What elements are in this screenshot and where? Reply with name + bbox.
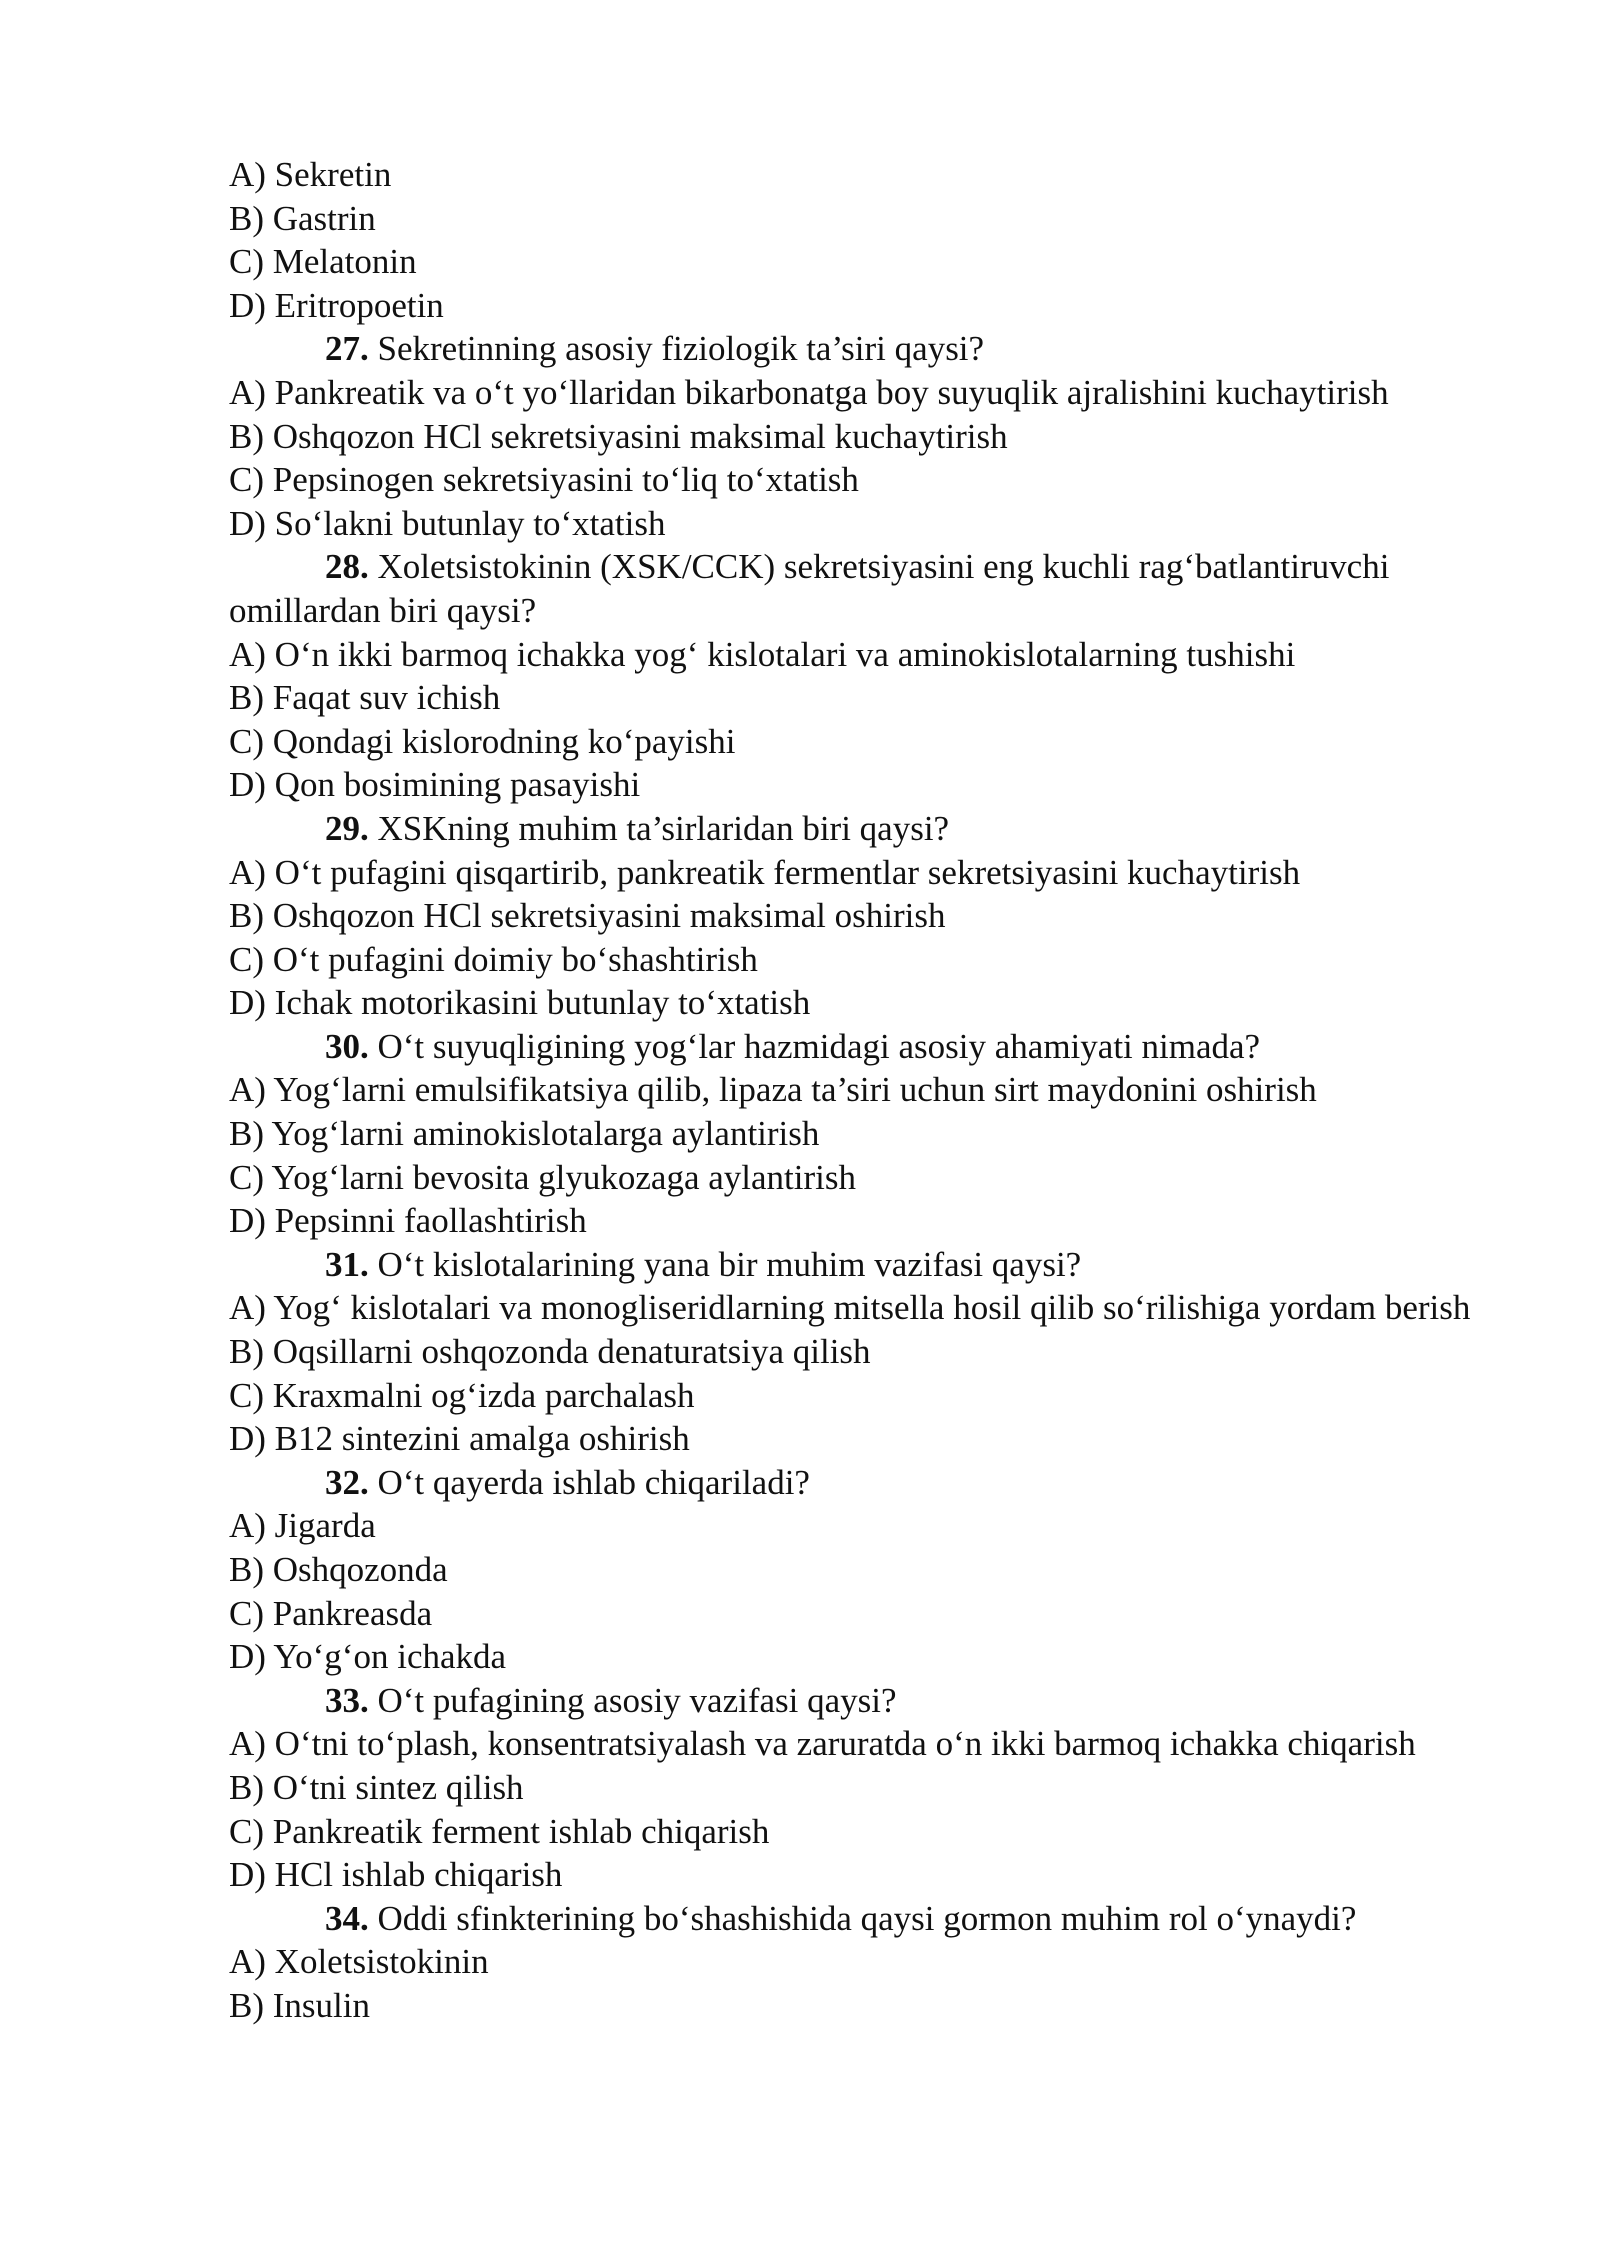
option-b: B) Oshqozon HCl sekretsiyasini maksimal kuchaytirish [229,416,1008,456]
option-b: B) Oshqozonda [229,1550,448,1589]
question-number: 34. [325,1898,369,1938]
question-30 [229,1025,1489,1243]
question-prompt: XSKning muhim ta’sirlaridan biri qaysi? [377,808,950,848]
document-body [229,153,1489,2028]
option-a: A) Xoletsistokinin [229,1942,489,1982]
option-b: B) Oshqozon HCl sekretsiyasini maksimal oshirish [229,896,946,936]
option-a: A) O‘tni to‘plash, konsentratsiyalash va zaruratda o‘n ikki barmoq ichakka chiqarish [229,1724,1416,1764]
question-text [229,1243,1489,1287]
option-c: C) Yog‘larni bevosita glyukozaga aylantirish [229,1157,856,1197]
leading-options [229,153,1489,327]
question-number: 32. [325,1462,369,1502]
option-d: D) Qon bosimining pasayishi [229,765,641,805]
question-32 [229,1461,1489,1679]
option-c: C) Qondagi kislorodning ko‘payishi [229,721,736,761]
question-text [229,327,1489,371]
option-c: C) O‘t pufagini doimiy bo‘shashtirish [229,939,758,979]
option-b: B) Faqat suv ichish [229,678,501,718]
question-text [229,1025,1489,1069]
question-prompt: Oddi sfinkterining bo‘shashishida qaysi gormon muhim rol o‘ynaydi? [377,1898,1357,1938]
option-a: A) Yog‘ kislotalari va monogliseridlarning mitsella hosil qilib so‘rilishiga yordam berish [229,1288,1471,1328]
option-b: B) Yog‘larni aminokislotalarga aylantirish [229,1114,820,1154]
question-prompt: Sekretinning asosiy fiziologik ta’siri qaysi? [377,329,985,369]
question-prompt: O‘t qayerda ishlab chiqariladi? [377,1462,810,1502]
option-b: B) O‘tni sintez qilish [229,1767,524,1807]
option-d: D) HCl ishlab chiqarish [229,1855,563,1895]
question-27 [229,327,1489,545]
question-29 [229,807,1489,1025]
question-text [229,1461,1489,1505]
question-number: 33. [325,1680,369,1720]
question-number: 27. [325,329,369,369]
option-a: A) O‘t pufagini qisqartirib, pankreatik fermentlar sekretsiyasini kuchaytirish [229,852,1301,892]
question-33 [229,1679,1489,1897]
option-c: C) Melatonin [229,242,417,282]
question-34 [229,1897,1489,2028]
option-c: C) Pankreasda [229,1593,433,1633]
question-prompt: O‘t suyuqligining yog‘lar hazmidagi asosiy ahamiyati nimada? [377,1026,1261,1066]
option-c: C) Pankreatik ferment ishlab chiqarish [229,1811,770,1851]
option-d: D) B12 sintezini amalga oshirish [229,1419,690,1459]
option-b: B) Gastrin [229,198,376,238]
option-d: D) So‘lakni butunlay to‘xtatish [229,503,666,543]
option-a: A) O‘n ikki barmoq ichakka yog‘ kislotalari va aminokislotalarning tushishi [229,634,1296,674]
question-text [229,1897,1489,1941]
option-d: D) Ichak motorikasini butunlay to‘xtatish [229,983,811,1023]
question-number: 28. [325,547,369,587]
question-31 [229,1243,1489,1461]
question-number: 31. [325,1244,369,1284]
option-a: A) Yog‘larni emulsifikatsiya qilib, lipaza ta’siri uchun sirt maydonini oshirish [229,1070,1317,1110]
option-a: A) Pankreatik va o‘t yo‘llaridan bikarbonatga boy suyuqlik ajralishini kuchaytirish [229,372,1389,412]
question-28 [229,545,1489,807]
question-number: 30. [325,1026,369,1066]
question-text [229,807,1489,851]
question-text [229,1679,1489,1723]
option-b: B) Insulin [229,1985,370,2025]
question-text [229,545,1489,632]
option-d: D) Eritropoetin [229,285,444,325]
option-a: A) Sekretin [229,155,392,194]
option-c: C) Pepsinogen sekretsiyasini to‘liq to‘xtatish [229,460,859,500]
option-b: B) Oqsillarni oshqozonda denaturatsiya qilish [229,1332,871,1372]
question-prompt: O‘t kislotalarining yana bir muhim vazifasi qaysi? [377,1244,1082,1284]
option-d: D) Pepsinni faollashtirish [229,1201,587,1241]
option-d: D) Yo‘g‘on ichakda [229,1637,507,1677]
question-prompt: O‘t pufagining asosiy vazifasi qaysi? [377,1680,897,1720]
question-prompt: Xoletsistokinin (XSK/CCK) sekretsiyasini eng kuchli rag‘batlantiruvchi omillardan biri qaysi? [229,547,1390,630]
question-number: 29. [325,808,369,848]
option-c: C) Kraxmalni og‘izda parchalash [229,1375,695,1415]
option-a: A) Jigarda [229,1506,376,1546]
